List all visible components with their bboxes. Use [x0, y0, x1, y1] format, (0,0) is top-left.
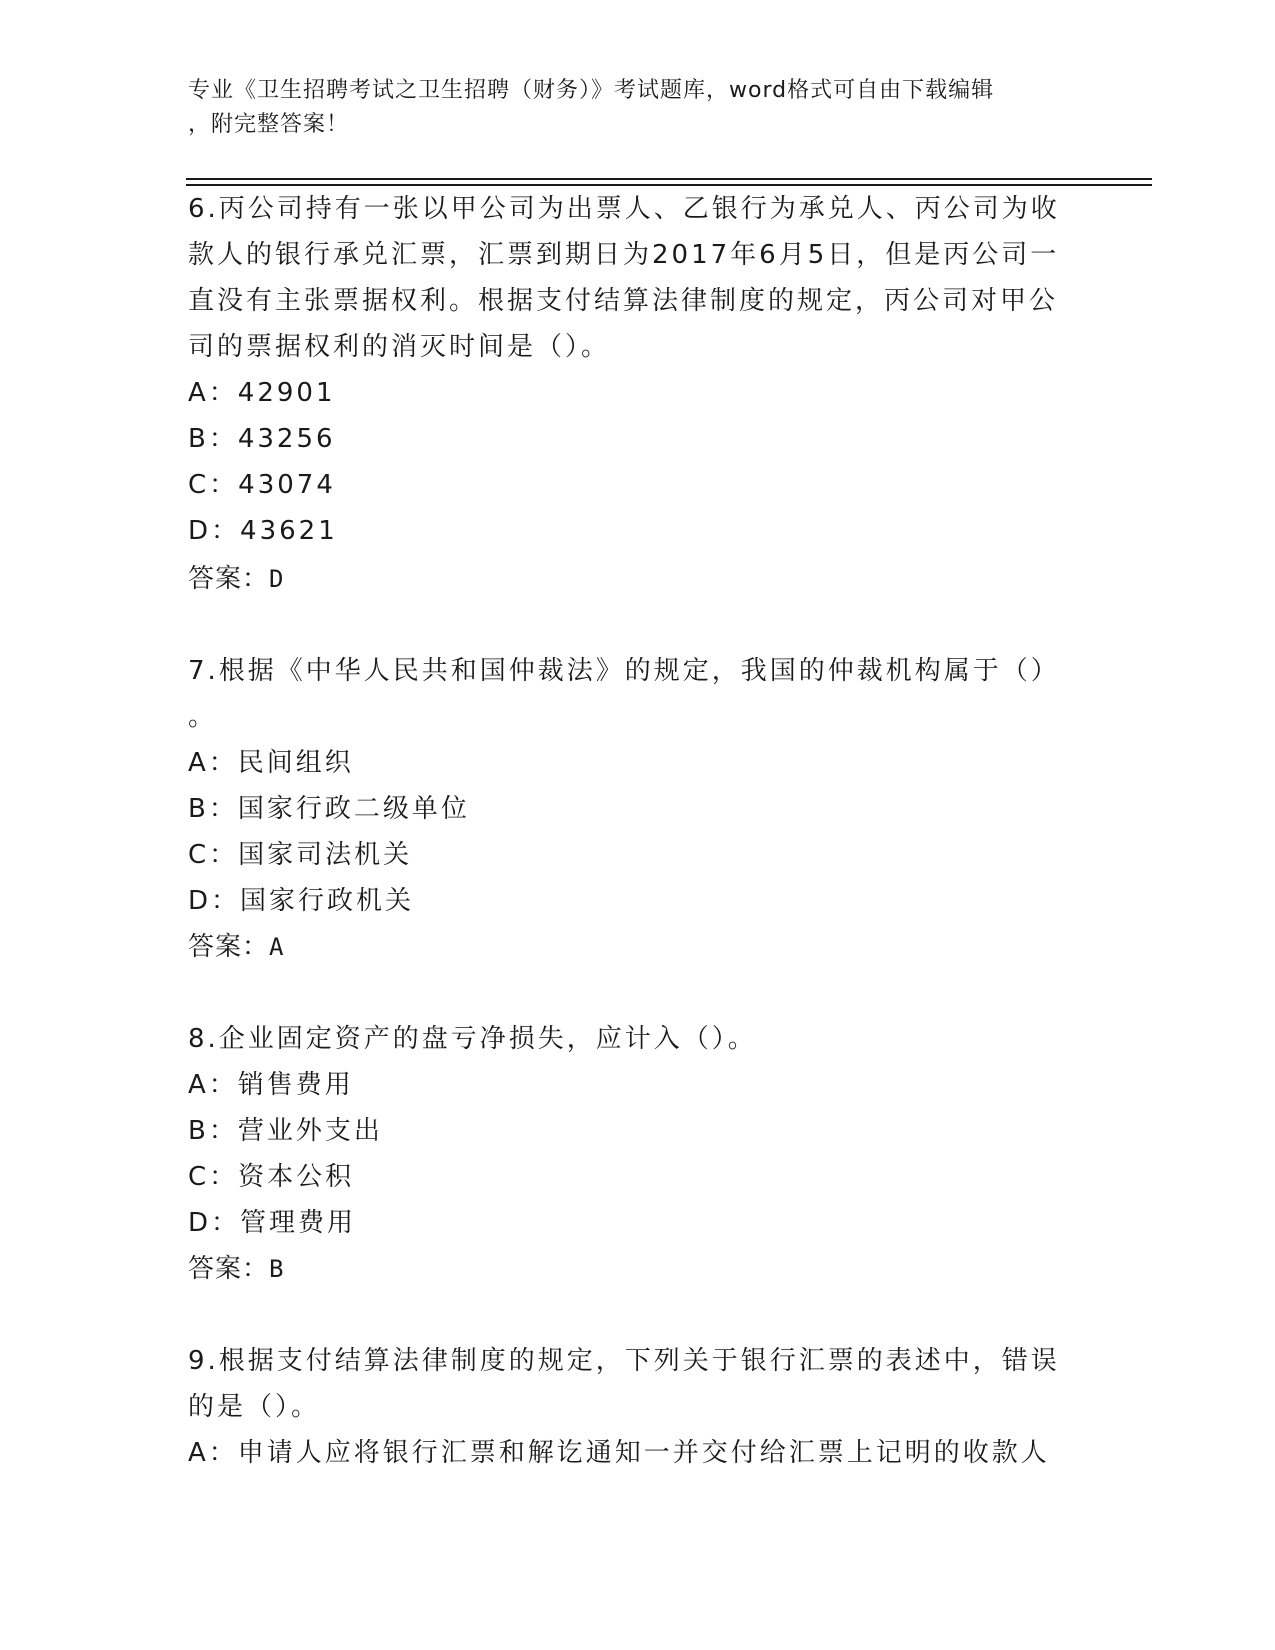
question-8-answer — [188, 1246, 284, 1292]
question-7-option-a: A：民间组织 — [188, 748, 354, 778]
question-6-answer — [188, 556, 284, 602]
answer-value: D — [269, 565, 285, 593]
question-8-option-b: B：营业外支出 — [188, 1116, 383, 1146]
header-divider-top — [186, 178, 1152, 180]
question-7-option-c: C：国家司法机关 — [188, 840, 413, 870]
answer-value: B — [269, 1255, 285, 1283]
question-6-option-c: C：43074 — [188, 470, 336, 500]
header-line-1: 专业《卫生招聘考试之卫生招聘（财务）》考试题库，word格式可自由下载编辑 — [188, 78, 995, 103]
answer-label: 答案： — [188, 1254, 270, 1284]
header-line-2: ，附完整答案！ — [188, 112, 350, 137]
question-9-text — [188, 1338, 1068, 1430]
answer-value: A — [269, 933, 285, 961]
question-8-option-a: A：销售费用 — [188, 1070, 354, 1100]
question-6-option-d: D：43621 — [188, 516, 338, 546]
document-header — [188, 74, 1068, 142]
question-line: 司的票据权利的消灭时间是（）。 — [188, 332, 611, 362]
question-6-text — [188, 186, 1068, 370]
question-line: 8.企业固定资产的盘亏净损失，应计入（）。 — [188, 1024, 757, 1054]
question-line: 款人的银行承兑汇票，汇票到期日为2017年6月5日，但是丙公司一 — [188, 240, 1060, 270]
question-line: 9.根据支付结算法律制度的规定，下列关于银行汇票的表述中，错误 — [188, 1346, 1060, 1376]
question-8-text — [188, 1016, 1068, 1062]
question-line: 直没有主张票据权利。根据支付结算法律制度的规定，丙公司对甲公 — [188, 286, 1059, 316]
question-line: 的是（）。 — [188, 1392, 321, 1422]
question-line: 。 — [188, 702, 218, 732]
question-8-option-c: C：资本公积 — [188, 1162, 355, 1192]
question-7-text — [188, 648, 1068, 740]
question-8-option-d: D：管理费用 — [188, 1208, 357, 1238]
question-7-option-d: D：国家行政机关 — [188, 886, 415, 916]
answer-label: 答案： — [188, 564, 270, 594]
question-6-option-b: B：43256 — [188, 424, 336, 454]
question-7-answer — [188, 924, 284, 970]
question-7-option-b: B：国家行政二级单位 — [188, 794, 470, 824]
question-line: 6.丙公司持有一张以甲公司为出票人、乙银行为承兑人、丙公司为收 — [188, 194, 1060, 224]
question-6-option-a: A：42901 — [188, 378, 336, 408]
question-line: 7.根据《中华人民共和国仲裁法》的规定，我国的仲裁机构属于（） — [188, 656, 1060, 686]
question-9-option-a: A：申请人应将银行汇票和解讫通知一并交付给汇票上记明的收款人 — [188, 1438, 1050, 1468]
answer-label: 答案： — [188, 932, 270, 962]
